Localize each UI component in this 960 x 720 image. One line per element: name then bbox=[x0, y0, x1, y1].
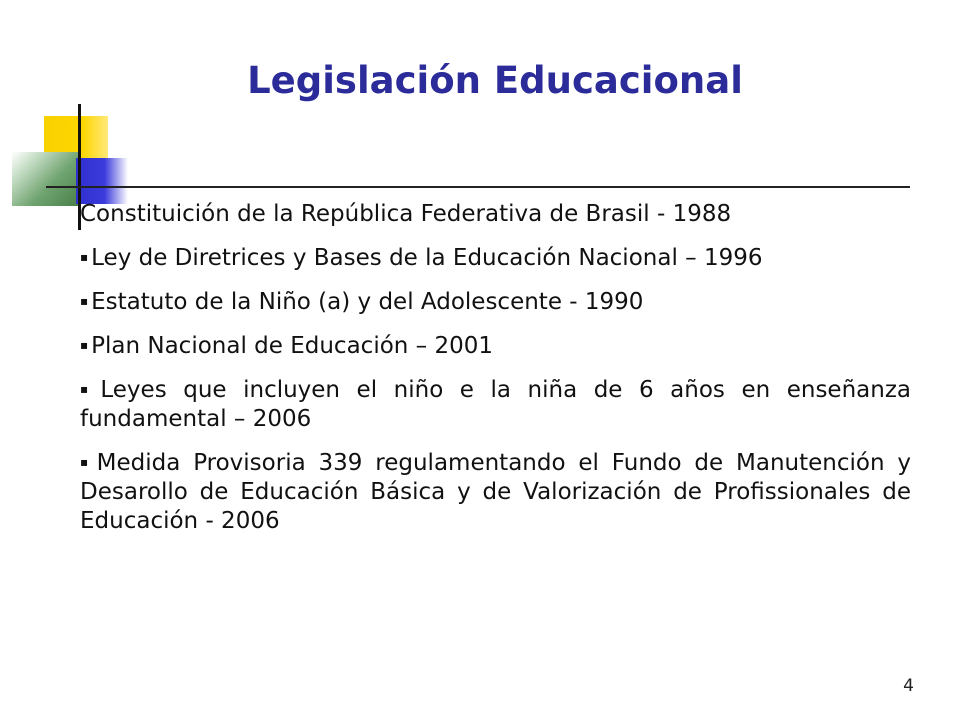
square-bullet-icon: ▪ bbox=[80, 382, 98, 396]
item-text: Constituición de la República Federativa de Brasil - 1988 bbox=[80, 201, 732, 227]
slide-title: Legislación Educacional bbox=[247, 59, 743, 102]
item-text: Medida Provisoria 339 regulamentando el Fundo de Manutención y Desarollo de Educación Básica y de Valorización de Profissionales de Educación - 2006 bbox=[80, 450, 911, 534]
square-bullet-icon: ▪ bbox=[80, 250, 89, 264]
list-item bbox=[80, 375, 911, 434]
list-item bbox=[80, 243, 911, 273]
list-item bbox=[80, 331, 911, 361]
item-text: Estatuto de la Niño (a) y del Adolescente - 1990 bbox=[91, 289, 644, 315]
bullet-list bbox=[80, 200, 911, 550]
decorative-green-square bbox=[12, 152, 78, 206]
item-text: Plan Nacional de Educación – 2001 bbox=[91, 333, 494, 359]
item-text: Ley de Diretrices y Bases de la Educación Nacional – 1996 bbox=[91, 245, 763, 271]
page-number: 4 bbox=[903, 676, 914, 696]
square-bullet-icon: ▪ bbox=[80, 338, 89, 352]
list-item bbox=[80, 448, 911, 536]
item-text: Leyes que incluyen el niño e la niña de 6 años en enseñanza fundamental – 2006 bbox=[80, 377, 911, 432]
decorative-blue-square bbox=[76, 158, 128, 204]
list-item bbox=[80, 287, 911, 317]
list-item bbox=[80, 200, 911, 229]
title-divider-line bbox=[46, 186, 910, 188]
square-bullet-icon: ▪ bbox=[80, 294, 89, 308]
square-bullet-icon: ▪ bbox=[80, 455, 94, 469]
